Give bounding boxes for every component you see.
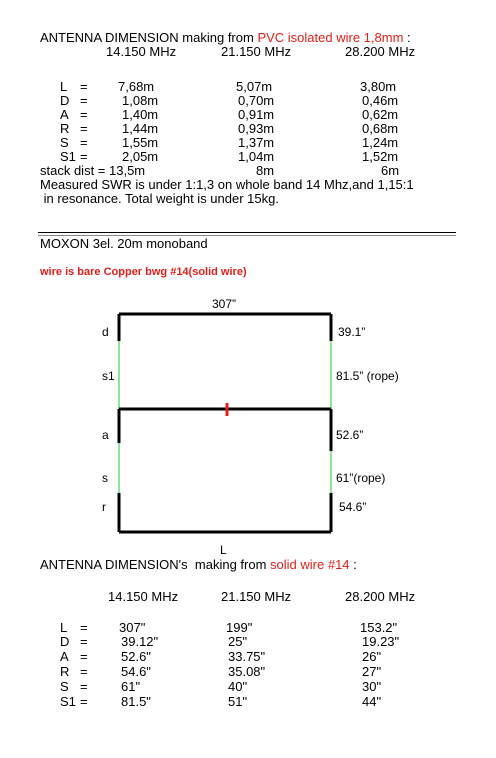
s2-cell: 61" xyxy=(121,679,141,694)
s1-cell: 1,52m xyxy=(362,149,399,164)
s2-row-eq: = xyxy=(80,649,88,664)
s1-cell: 5,07m xyxy=(236,79,273,94)
section1-title-prefix: ANTENNA DIMENSION making from xyxy=(40,30,254,45)
s2-cell: 35.08" xyxy=(228,664,266,679)
stack-distance-value: 8m xyxy=(256,163,275,178)
s1-cell: 1,24m xyxy=(362,135,399,150)
top-dimension-label: 307” xyxy=(212,297,237,311)
s1-cell: 2,05m xyxy=(122,149,159,164)
s2-row-label: R xyxy=(60,664,70,679)
s2-cell: 30" xyxy=(362,679,382,694)
s1-cell: 0,91m xyxy=(238,107,275,122)
s2-cell: 51" xyxy=(228,694,248,709)
section1-freq-1: 14.150 MHz xyxy=(106,44,177,59)
swr-note-line2: in resonance. Total weight is under 15kg. xyxy=(40,191,279,206)
dim-s: 61”(rope) xyxy=(336,471,386,485)
section1-title-suffix: : xyxy=(407,30,411,45)
s2-row-label: L xyxy=(60,620,68,635)
s2-row-eq: = xyxy=(80,634,88,649)
moxon-title: MOXON 3el. 20m monoband xyxy=(40,236,208,251)
s2-row-label: A xyxy=(60,649,69,664)
s2-row-eq: = xyxy=(80,679,88,694)
s1-row-eq: = xyxy=(80,107,88,122)
s1-cell: 7,68m xyxy=(118,79,155,94)
s1-cell: 1,37m xyxy=(238,135,275,150)
label-r: r xyxy=(102,500,106,514)
s1-cell: 0,62m xyxy=(362,107,399,122)
section2-freq-2: 21.150 MHz xyxy=(221,589,292,604)
section1-title-highlight: PVC isolated wire 1,8mm xyxy=(257,30,404,45)
s2-cell: 25" xyxy=(228,634,248,649)
s1-cell: 1,08m xyxy=(122,93,159,108)
s1-cell: 0,68m xyxy=(362,121,399,136)
s1-cell: 3,80m xyxy=(360,79,397,94)
s1-cell: 1,04m xyxy=(238,149,275,164)
s1-row-eq: = xyxy=(80,149,88,164)
s2-row-label: D xyxy=(60,634,70,649)
s1-row-label: R xyxy=(60,121,70,136)
dim-s1: 81.5” (rope) xyxy=(336,369,399,383)
s2-row-eq: = xyxy=(80,620,88,635)
s1-row-eq: = xyxy=(80,93,88,108)
s1-row-eq: = xyxy=(80,135,88,150)
s1-cell: 1,55m xyxy=(122,135,159,150)
section1-freq-2: 21.150 MHz xyxy=(221,44,292,59)
s2-cell: 153.2" xyxy=(360,620,398,635)
s1-row-label: S xyxy=(60,135,69,150)
s2-cell: 307" xyxy=(119,620,146,635)
section1-title xyxy=(40,31,411,45)
label-s1: s1 xyxy=(102,369,115,383)
s2-cell: 81.5" xyxy=(121,694,151,709)
s2-cell: 26" xyxy=(362,649,382,664)
section1-freq-3: 28.200 MHz xyxy=(345,44,416,59)
s1-cell: 0,93m xyxy=(238,121,275,136)
s2-cell: 52.6" xyxy=(121,649,151,664)
s1-cell: 0,70m xyxy=(238,93,275,108)
s2-cell: 27" xyxy=(362,664,382,679)
s1-row-eq: = xyxy=(80,79,88,94)
s2-cell: 40" xyxy=(228,679,248,694)
label-s: s xyxy=(102,471,108,485)
s1-row-eq: = xyxy=(80,121,88,136)
s1-cell: 1,40m xyxy=(122,107,159,122)
s2-cell: 19.23" xyxy=(362,634,400,649)
s2-row-eq: = xyxy=(80,664,88,679)
stack-distance-value: 6m xyxy=(381,163,400,178)
s1-cell: 0,46m xyxy=(362,93,399,108)
stack-distance-label: stack dist = 13,5m xyxy=(40,163,146,178)
section2-title-prefix: ANTENNA DIMENSION's making from xyxy=(40,557,267,572)
wire-note: wire is bare Copper bwg #14(solid wire) xyxy=(40,266,247,278)
s1-row-label: L xyxy=(60,79,68,94)
section2-freq-3: 28.200 MHz xyxy=(345,589,416,604)
s2-cell: 44" xyxy=(362,694,382,709)
section2-title xyxy=(40,558,357,572)
s1-cell: 1,44m xyxy=(122,121,159,136)
section2-freq-1: 14.150 MHz xyxy=(108,589,179,604)
bottom-dimension-label: L xyxy=(220,543,227,557)
swr-note-line1: Measured SWR is under 1:1,3 on whole band 14 Mhz,and 1,15:1 xyxy=(40,177,414,192)
s2-cell: 54.6" xyxy=(121,664,151,679)
s2-row-eq: = xyxy=(80,694,88,709)
section2-title-suffix: : xyxy=(353,557,357,572)
s2-row-label: S1 xyxy=(60,694,76,709)
s1-row-label: S1 xyxy=(60,149,76,164)
s2-cell: 199" xyxy=(226,620,253,635)
moxon-diagram xyxy=(0,290,496,560)
s2-row-label: S xyxy=(60,679,69,694)
s1-row-label: D xyxy=(60,93,70,108)
s2-cell: 39.12" xyxy=(121,634,159,649)
dim-d: 39.1” xyxy=(338,325,366,339)
dim-r: 54.6” xyxy=(339,500,367,514)
s1-row-label: A xyxy=(60,107,69,122)
label-d: d xyxy=(102,325,109,339)
divider xyxy=(38,232,456,233)
dim-a: 52.6” xyxy=(336,428,364,442)
section2-title-highlight: solid wire #14 xyxy=(270,557,350,572)
label-a: a xyxy=(102,428,109,442)
s2-cell: 33.75" xyxy=(228,649,266,664)
